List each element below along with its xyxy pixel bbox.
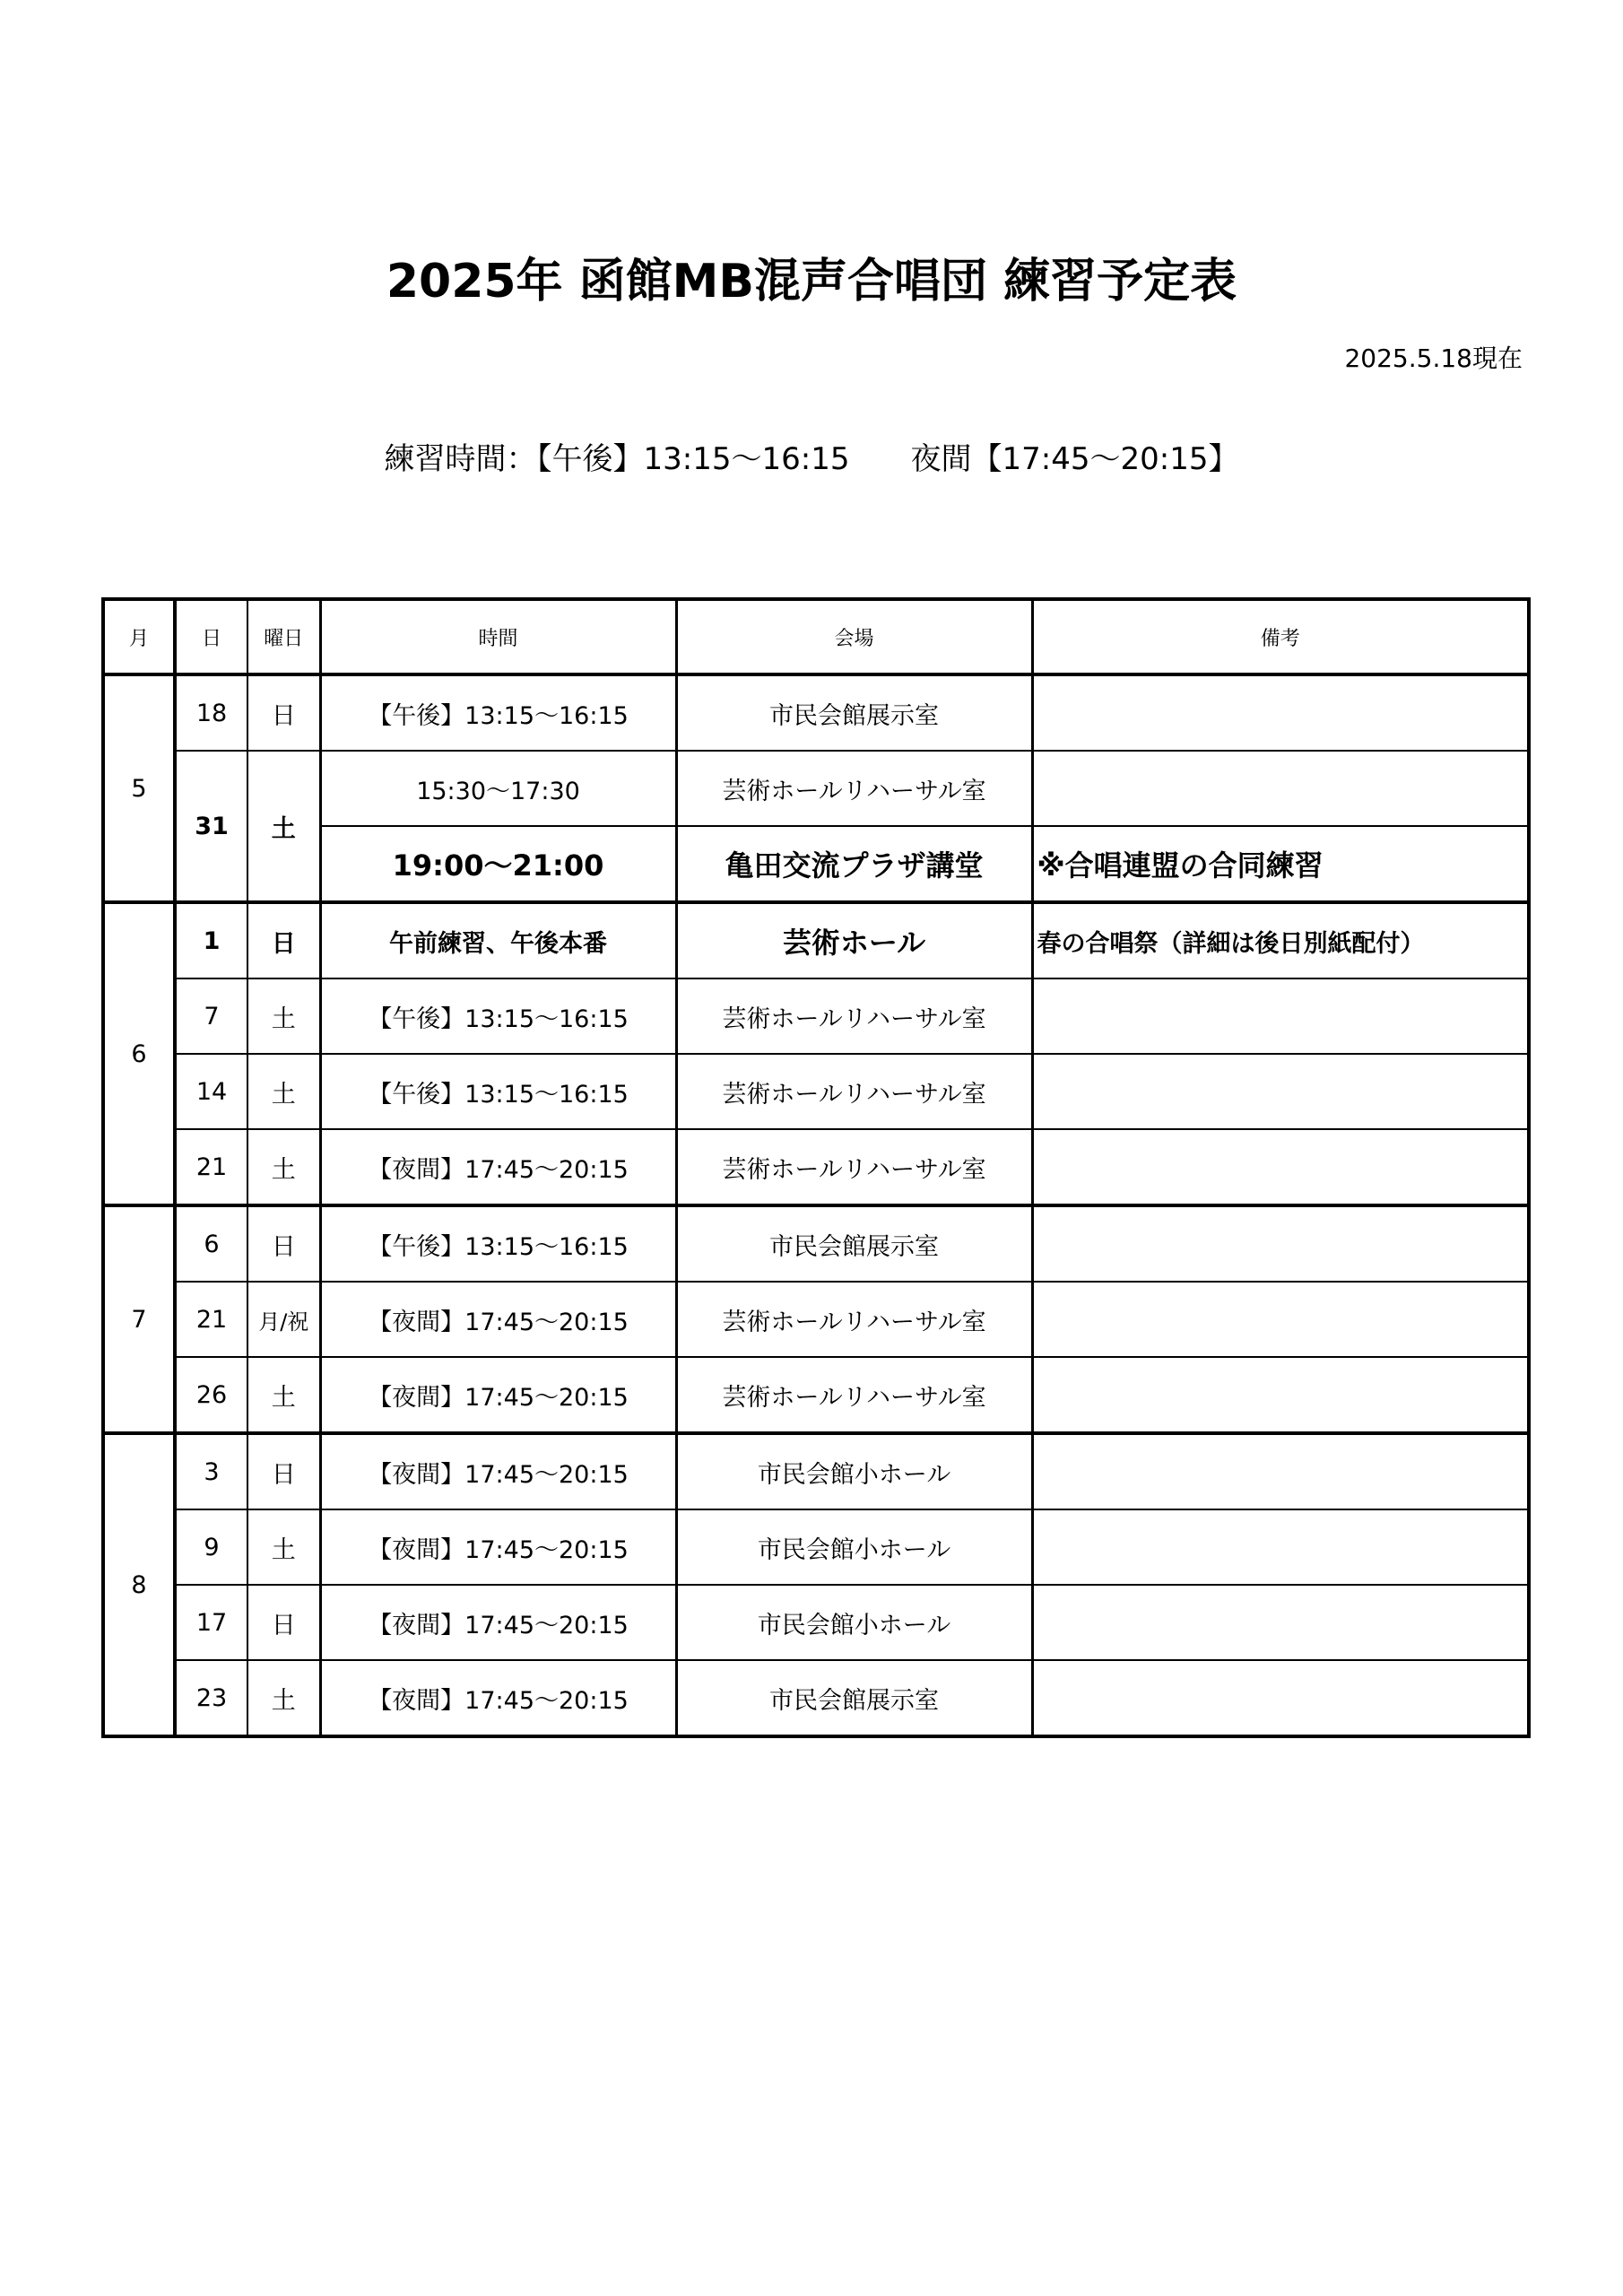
remarks-cell: ※合唱連盟の合同練習 — [1032, 826, 1529, 902]
date-cell: 23 — [175, 1660, 247, 1736]
weekday-cell: 土 — [247, 1054, 320, 1129]
venue-cell: 芸術ホール — [676, 902, 1032, 978]
table-row — [103, 1660, 1529, 1736]
venue-cell: 芸術ホールリハーサル室 — [676, 1282, 1032, 1357]
remarks-cell — [1032, 978, 1529, 1054]
month-cell: 7 — [103, 1205, 175, 1433]
as-of-date: 2025.5.18現在 — [1344, 344, 1523, 373]
month-cell: 5 — [103, 674, 175, 902]
venue-cell: 市民会館展示室 — [676, 1660, 1032, 1736]
date-cell: 31 — [175, 751, 247, 902]
month-cell: 6 — [103, 902, 175, 1205]
table-row — [103, 1509, 1529, 1585]
date-cell: 21 — [175, 1129, 247, 1205]
date-cell: 21 — [175, 1282, 247, 1357]
time-cell: 午前練習、午後本番 — [320, 902, 676, 978]
venue-cell: 市民会館小ホール — [676, 1509, 1032, 1585]
remarks-cell — [1032, 1054, 1529, 1129]
schedule-table — [101, 597, 1531, 1738]
remarks-cell: 春の合唱祭（詳細は後日別紙配付） — [1032, 902, 1529, 978]
venue-cell: 芸術ホールリハーサル室 — [676, 751, 1032, 826]
month-cell: 8 — [103, 1433, 175, 1736]
remarks-cell — [1032, 1129, 1529, 1205]
table-row — [103, 1282, 1529, 1357]
remarks-cell — [1032, 674, 1529, 751]
venue-cell: 市民会館小ホール — [676, 1585, 1032, 1660]
table-row — [103, 674, 1529, 751]
time-cell: 【夜間】17:45～20:15 — [320, 1129, 676, 1205]
venue-cell: 芸術ホールリハーサル室 — [676, 1357, 1032, 1433]
header-remarks: 備考 — [1032, 599, 1529, 674]
time-cell: 【午後】13:15～16:15 — [320, 674, 676, 751]
weekday-cell: 土 — [247, 1660, 320, 1736]
date-cell: 26 — [175, 1357, 247, 1433]
time-cell: 【午後】13:15～16:15 — [320, 978, 676, 1054]
remarks-cell — [1032, 1433, 1529, 1509]
date-cell: 18 — [175, 674, 247, 751]
weekday-cell: 土 — [247, 1509, 320, 1585]
venue-cell: 芸術ホールリハーサル室 — [676, 1054, 1032, 1129]
time-cell: 【夜間】17:45～20:15 — [320, 1660, 676, 1736]
header-venue: 会場 — [676, 599, 1032, 674]
table-row — [103, 1205, 1529, 1282]
venue-cell: 芸術ホールリハーサル室 — [676, 978, 1032, 1054]
weekday-cell: 日 — [247, 902, 320, 978]
venue-cell: 亀田交流プラザ講堂 — [676, 826, 1032, 902]
date-cell: 9 — [175, 1509, 247, 1585]
header-month: 月 — [103, 599, 175, 674]
time-cell: 19:00～21:00 — [320, 826, 676, 902]
weekday-cell: 日 — [247, 674, 320, 751]
header-time: 時間 — [320, 599, 676, 674]
time-cell: 【夜間】17:45～20:15 — [320, 1282, 676, 1357]
table-row — [103, 1433, 1529, 1509]
practice-hours: 練習時間：【午後】13:15～16:15 夜間【17:45～20:15】 — [384, 441, 1239, 477]
date-cell: 17 — [175, 1585, 247, 1660]
remarks-cell — [1032, 1509, 1529, 1585]
header-date: 日 — [175, 599, 247, 674]
remarks-cell — [1032, 1660, 1529, 1736]
weekday-cell: 日 — [247, 1585, 320, 1660]
remarks-cell — [1032, 1585, 1529, 1660]
table-row — [103, 902, 1529, 978]
remarks-cell — [1032, 751, 1529, 826]
venue-cell: 芸術ホールリハーサル室 — [676, 1129, 1032, 1205]
venue-cell: 市民会館小ホール — [676, 1433, 1032, 1509]
time-cell: 【夜間】17:45～20:15 — [320, 1433, 676, 1509]
table-row — [103, 1585, 1529, 1660]
weekday-cell: 日 — [247, 1205, 320, 1282]
time-cell: 【夜間】17:45～20:15 — [320, 1509, 676, 1585]
page-title: 2025年 函館MB混声合唱団 練習予定表 — [386, 255, 1237, 309]
remarks-cell — [1032, 1282, 1529, 1357]
table-row — [103, 1357, 1529, 1433]
venue-cell: 市民会館展示室 — [676, 674, 1032, 751]
date-cell: 3 — [175, 1433, 247, 1509]
date-cell: 14 — [175, 1054, 247, 1129]
weekday-cell: 土 — [247, 1357, 320, 1433]
remarks-cell — [1032, 1205, 1529, 1282]
date-cell: 1 — [175, 902, 247, 978]
weekday-cell: 月/祝 — [247, 1282, 320, 1357]
table-row — [103, 1129, 1529, 1205]
weekday-cell: 土 — [247, 978, 320, 1054]
table-header-row — [103, 599, 1529, 674]
table-row — [103, 751, 1529, 826]
weekday-cell: 土 — [247, 1129, 320, 1205]
time-cell: 15:30～17:30 — [320, 751, 676, 826]
table-row — [103, 978, 1529, 1054]
time-cell: 【午後】13:15～16:15 — [320, 1054, 676, 1129]
time-cell: 【夜間】17:45～20:15 — [320, 1585, 676, 1660]
table-row — [103, 1054, 1529, 1129]
date-cell: 7 — [175, 978, 247, 1054]
date-cell: 6 — [175, 1205, 247, 1282]
header-weekday: 曜日 — [247, 599, 320, 674]
venue-cell: 市民会館展示室 — [676, 1205, 1032, 1282]
time-cell: 【午後】13:15～16:15 — [320, 1205, 676, 1282]
weekday-cell: 土 — [247, 751, 320, 902]
weekday-cell: 日 — [247, 1433, 320, 1509]
remarks-cell — [1032, 1357, 1529, 1433]
time-cell: 【夜間】17:45～20:15 — [320, 1357, 676, 1433]
